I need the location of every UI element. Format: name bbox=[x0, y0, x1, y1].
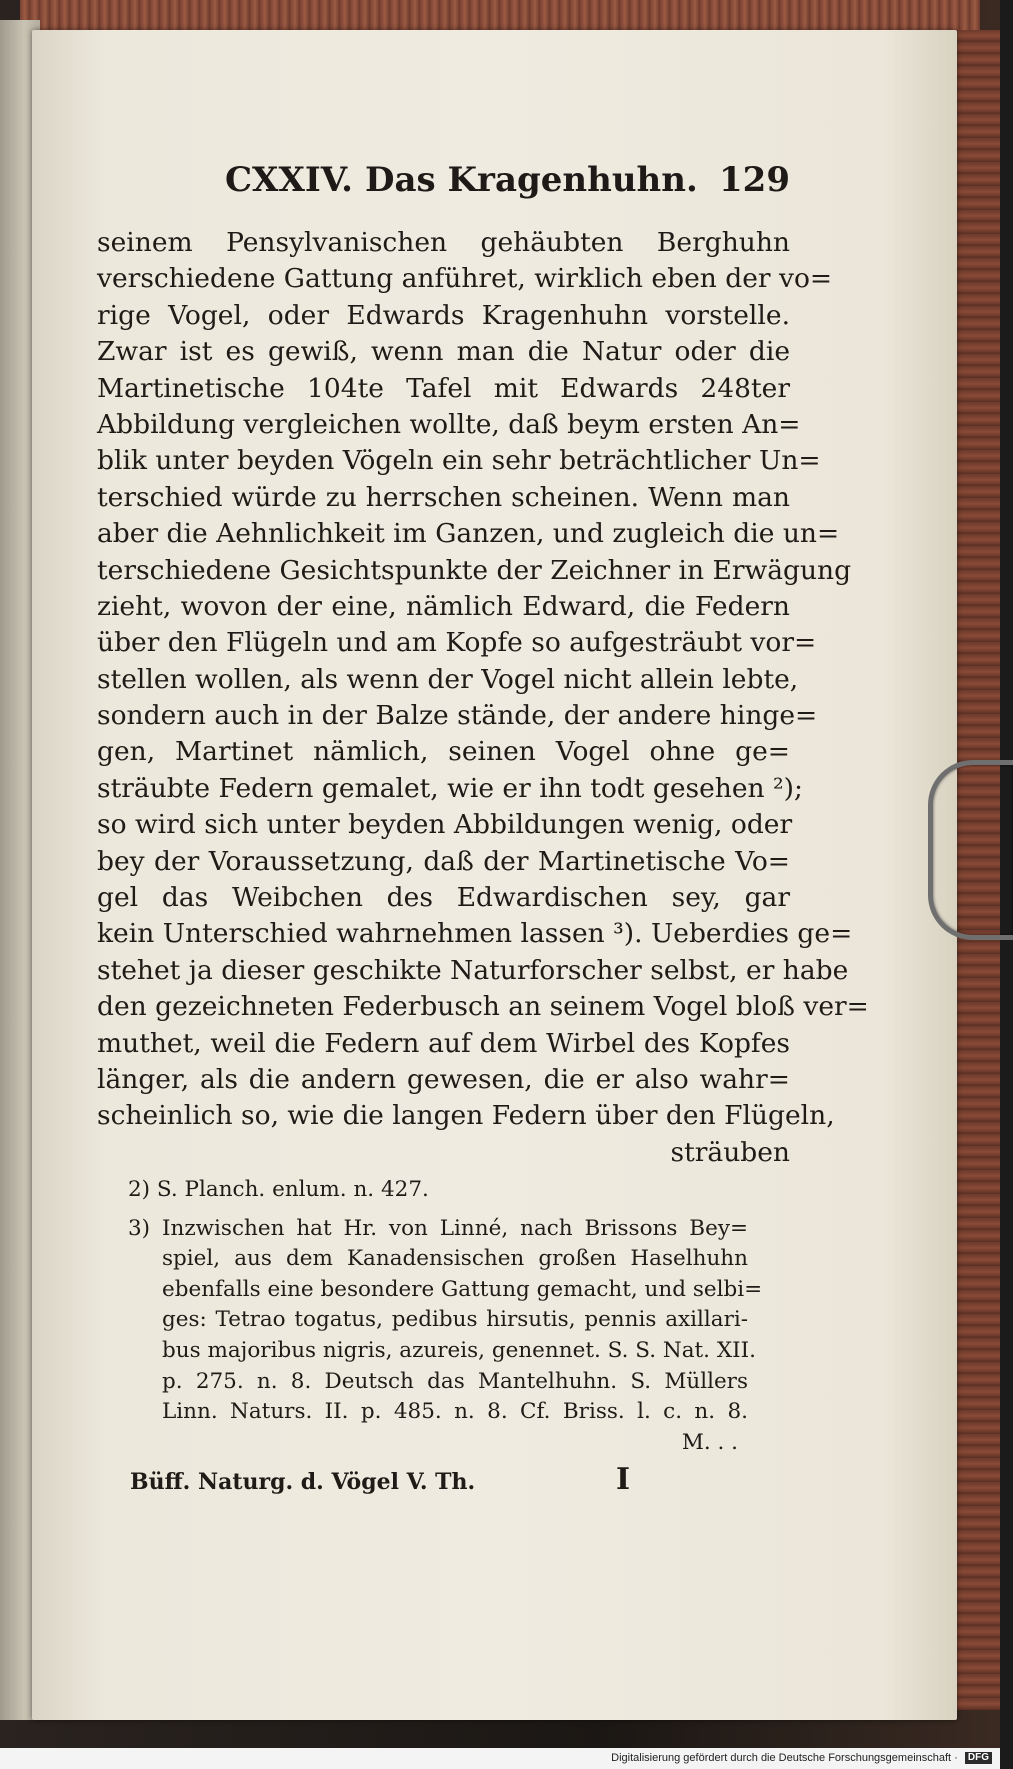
text-line: zieht, wovon der eine, nämlich Edward, die Federn bbox=[97, 590, 790, 622]
header-left bbox=[225, 160, 698, 200]
credit-text: Digitalisierung gefördert durch die Deutsche Forschungsgemeinschaft · bbox=[611, 1752, 958, 1764]
text-line: aber die Aehnlichkeit im Ganzen, und zugleich die un= bbox=[97, 518, 840, 550]
running-header bbox=[225, 160, 790, 212]
text-line: Zwar ist es gewiß, wenn man die Natur oder die bbox=[97, 336, 790, 368]
footnote-3-line: spiel, aus dem Kanadensischen großen Haselhuhn bbox=[162, 1246, 748, 1272]
credit-line bbox=[611, 1752, 992, 1764]
dfg-logo: DFG bbox=[965, 1752, 992, 1764]
book-top-edge bbox=[20, 0, 980, 34]
footnotes bbox=[128, 1175, 763, 1458]
text-line: Martinetische 104te Tafel mit Edwards 248ter bbox=[97, 372, 790, 404]
footnote-spacer bbox=[128, 1206, 748, 1214]
text-line: stehet ja dieser geschikte Naturforscher selbst, er habe bbox=[97, 954, 849, 986]
text-line: muthet, weil die Federn auf dem Wirbel des Kopfes bbox=[97, 1027, 790, 1059]
footnote-3-line: 3) Inzwischen hat Hr. von Linné, nach Brissons Bey= bbox=[128, 1215, 748, 1241]
body-text bbox=[97, 225, 869, 1171]
footnote-3-line: Linn. Naturs. II. p. 485. n. 8. Cf. Briss. l. c. n. 8. bbox=[162, 1399, 748, 1425]
text-line: sträubte Federn gemalet, wie er ihn todt gesehen ²); bbox=[97, 772, 803, 804]
text-line: rige Vogel, oder Edwards Kragenhuhn vorstelle. bbox=[97, 299, 790, 331]
text-line: verschiedene Gattung anführet, wirklich eben der vo= bbox=[97, 263, 833, 295]
text-line: terschied würde zu herrschen scheinen. Wenn man bbox=[97, 481, 790, 513]
text-line: länger, als die andern gewesen, die er also wahr= bbox=[97, 1063, 790, 1095]
footnote-3-line: ges: Tetrao togatus, pedibus hirsutis, pennis axillari- bbox=[162, 1307, 748, 1333]
text-line: den gezeichneten Federbusch an seinem Vogel bloß ver= bbox=[97, 991, 869, 1023]
text-line: über den Flügeln und am Kopfe so aufgesträubt vor= bbox=[97, 627, 817, 659]
footnote-3-line: p. 275. n. 8. Deutsch das Mantelhuhn. S. Müllers bbox=[162, 1368, 748, 1394]
text-line: seinem Pensylvanischen gehäubten Berghuhn bbox=[97, 227, 790, 258]
text-line: stellen wollen, als wenn der Vogel nicht allein lebte, bbox=[97, 663, 799, 695]
text-line: bey der Voraussetzung, daß der Martinetische Vo= bbox=[97, 845, 790, 877]
text-line: so wird sich unter beyden Abbildungen wenig, oder bbox=[97, 809, 793, 841]
text-line: Abbildung vergleichen wollte, daß beym ersten An= bbox=[97, 408, 801, 440]
text-line: sondern auch in der Balze stände, der andere hinge= bbox=[97, 700, 818, 732]
signature-mark: I bbox=[615, 1462, 630, 1497]
text-line: kein Unterschied wahrnehmen lassen ³). Ueberdies ge= bbox=[97, 918, 853, 950]
chapter-title: Das Kragenhuhn. bbox=[365, 160, 698, 200]
text-line: scheinlich so, wie die langen Federn über den Flügeln, bbox=[97, 1100, 835, 1132]
footnote-3-line: bus majoribus nigris, azureis, genennet. S. S. Nat. XII. bbox=[162, 1337, 756, 1363]
chapter-number: CXXIV. bbox=[225, 160, 353, 200]
text-line: gen, Martinet nämlich, seinen Vogel ohne ge= bbox=[97, 736, 790, 768]
text-line: blik unter beyden Vögeln ein sehr beträchtlicher Un= bbox=[97, 445, 821, 477]
footnote-2: 2) S. Planch. enlum. n. 427. bbox=[128, 1177, 429, 1202]
book-clip bbox=[928, 760, 1013, 940]
footnote-catchword: M. . . bbox=[681, 1429, 738, 1455]
text-line: terschiedene Gesichtspunkte der Zeichner in Erwägung bbox=[97, 554, 852, 586]
text-line: gel das Weibchen des Edwardischen sey, gar bbox=[97, 882, 790, 914]
page-number: 129 bbox=[719, 160, 790, 200]
catchword: sträuben bbox=[670, 1136, 790, 1168]
page-footer bbox=[130, 1462, 750, 1502]
footnote-3-line: ebenfalls eine besondere Gattung gemacht, und selbi= bbox=[162, 1276, 763, 1302]
footer-title: Büff. Naturg. d. Vögel V. Th. bbox=[130, 1469, 476, 1495]
